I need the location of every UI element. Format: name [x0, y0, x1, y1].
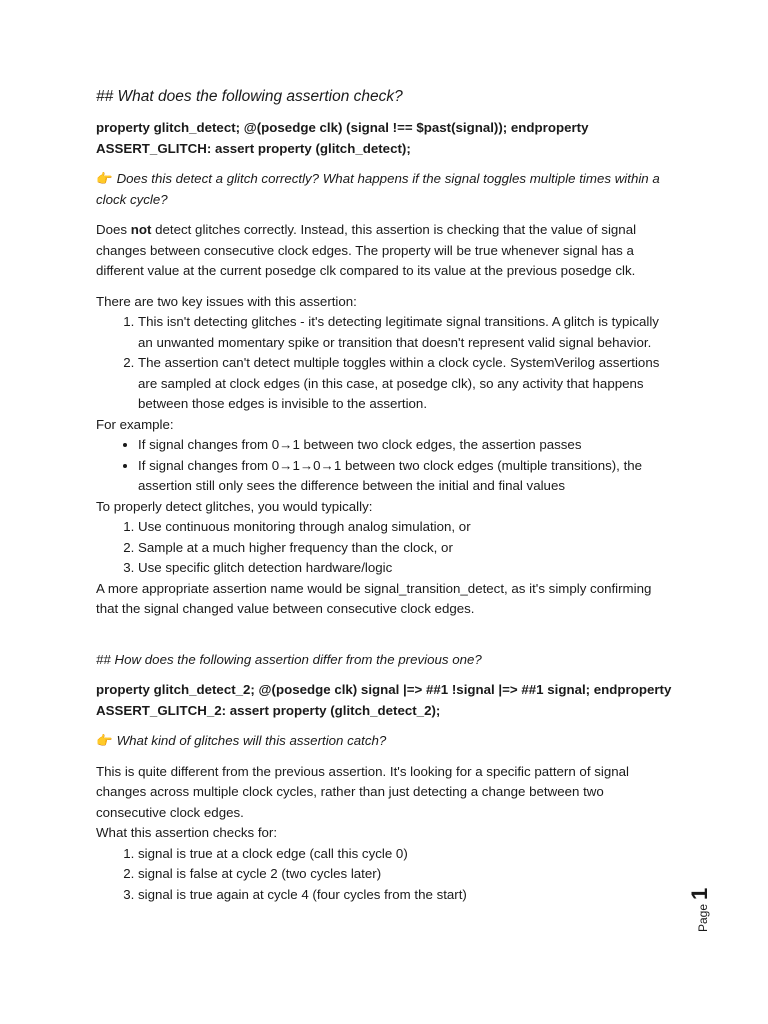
section1-code-line1: property glitch_detect; @(posedge clk) (signal !== $past(signal)); endproperty — [96, 120, 589, 135]
section1-code-line2: ASSERT_GLITCH: assert property (glitch_detect); — [96, 140, 411, 156]
document-page — [96, 86, 676, 905]
section1-answer-rest: detect glitches correctly. Instead, this assertion is checking that the value of signal changes between consecutive clock edges. The property will be true whenever signal has a different value at the current posedge clk compared to its value at the previous posedge clk. — [96, 222, 637, 278]
section2-heading: ## How does the following assertion differ from the previous one? — [96, 651, 482, 667]
section2-answer: This is quite different from the previous assertion. It's looking for a specific pattern of signal changes across multiple clock cycles, rather than just detecting a change between two consecutive clock edges. — [96, 763, 629, 820]
section1-issues-list — [96, 312, 676, 415]
section1-examples-list — [96, 435, 676, 497]
pointing-hand-icon: 👉 — [96, 171, 113, 186]
section1-proper-list — [96, 517, 676, 579]
list-item: • If signal changes from 0→1→0→1 between two clock edges (multiple transitions), the assertion still only sees the difference between the initial and final values — [138, 456, 676, 497]
section2-code-line1: property glitch_detect_2; @(posedge clk) signal |=> ##1 !signal |=> ##1 signal; endproperty — [96, 682, 672, 697]
list-item: 1. signal is true at a clock edge (call this cycle 0) — [138, 844, 676, 865]
section2-code-line2: ASSERT_GLITCH_2: assert property (glitch_detect_2); — [96, 702, 441, 718]
list-item: 3. Use specific glitch detection hardware/logic — [138, 558, 676, 579]
list-item: • If signal changes from 0→1 between two clock edges, the assertion passes — [138, 435, 676, 456]
list-item: 2. Sample at a much higher frequency than the clock, or — [138, 538, 676, 559]
section1-heading: ## What does the following assertion check? — [96, 88, 403, 105]
list-item: 1. Use continuous monitoring through analog simulation, or — [138, 517, 676, 538]
section2-checks-intro: What this assertion checks for: — [96, 825, 278, 840]
page-number: 1 — [687, 887, 712, 900]
section1-answer-bold: not — [130, 222, 152, 237]
pointing-hand-icon: 👉 — [96, 733, 113, 748]
list-item: 2. signal is false at cycle 2 (two cycles later) — [138, 864, 676, 885]
page-number-footer — [687, 887, 720, 938]
section1-answer — [96, 220, 676, 282]
section2-question — [96, 731, 676, 752]
list-item: 1. This isn't detecting glitches - it's detecting legitimate signal transitions. A glitch is typically an unwanted momentary spike or transition that doesn't represent valid signal behavior. — [138, 312, 676, 353]
section1-question — [96, 169, 676, 210]
section1-answer-prefix: Does — [96, 222, 131, 237]
section2-checks-list — [96, 844, 676, 906]
section1-conclusion: A more appropriate assertion name would be signal_transition_detect, as it's simply confirming that the signal changed value between consecutive clock edges. — [96, 580, 652, 616]
section1-issues-intro: There are two key issues with this assertion: — [96, 293, 357, 309]
list-item: 3. signal is true again at cycle 4 (four cycles from the start) — [138, 885, 676, 906]
section1-proper-intro: To properly detect glitches, you would typically: — [96, 498, 373, 514]
page-label: Page — [696, 903, 710, 932]
list-item: 2. The assertion can't detect multiple toggles within a clock cycle. SystemVerilog assertions are sampled at clock edges (in this case, at posedge clk), so any activity that happens between those edges is invisible to the assertion. — [138, 353, 676, 415]
section1-question-text: Does this detect a glitch correctly? What happens if the signal toggles multiple times within a clock cycle? — [96, 171, 660, 207]
section1-example-intro: For example: — [96, 416, 174, 432]
section2-question-text: What kind of glitches will this assertion catch? — [116, 733, 387, 748]
